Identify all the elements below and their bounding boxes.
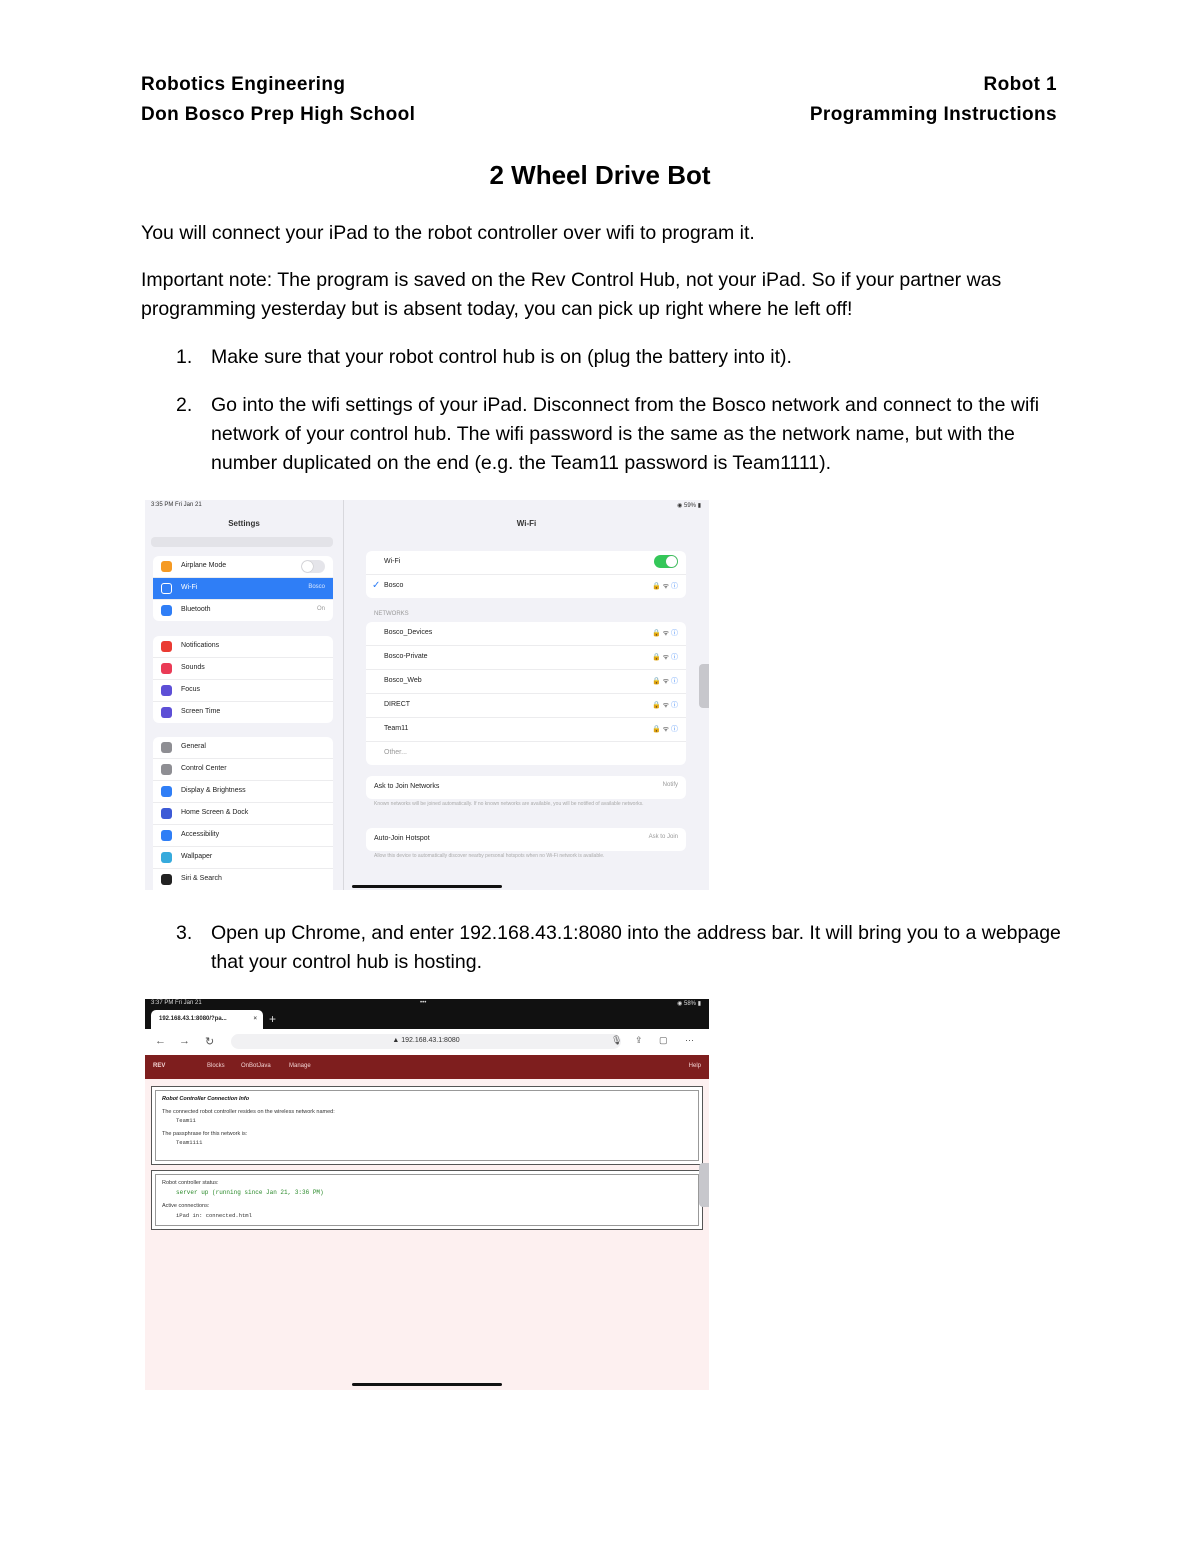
auto-hotspot-footnote: Allow this device to automatically discover nearby personal hotspots when no Wi-Fi network is available. xyxy=(374,853,605,859)
step-number: 1. xyxy=(176,346,193,368)
settings-item-label: Display & Brightness xyxy=(181,787,246,794)
settings-item-label: Control Center xyxy=(181,765,227,772)
wifi-label: Wi-Fi xyxy=(384,558,401,565)
grid-icon xyxy=(161,808,172,819)
networks-header: NETWORKS xyxy=(374,611,409,617)
settings-title: Settings xyxy=(228,519,260,528)
siri-icon xyxy=(161,874,172,885)
connections-value: iPad in: connected.html xyxy=(176,1212,252,1219)
info-icon[interactable]: ⓘ xyxy=(671,702,678,709)
accessibility-icon xyxy=(161,830,172,841)
chrome-toolbar xyxy=(145,1029,709,1056)
network-row[interactable] xyxy=(366,622,686,646)
network-row[interactable] xyxy=(366,694,686,718)
network-name: Team11 xyxy=(384,725,409,732)
settings-item-label: Screen Time xyxy=(181,708,221,715)
status-value: server up (running since Jan 21, 3:36 PM) xyxy=(176,1189,324,1196)
wifi-connection-group xyxy=(366,551,686,598)
settings-item-label: Notifications xyxy=(181,642,220,649)
speaker-icon xyxy=(161,663,172,674)
moon-icon xyxy=(161,685,172,696)
settings-item-label: Bluetooth xyxy=(181,606,211,613)
settings-search-field[interactable] xyxy=(151,537,333,547)
network-row[interactable] xyxy=(366,646,686,670)
settings-group-general xyxy=(153,737,333,890)
connections-label: Active connections: xyxy=(162,1203,210,1209)
info-icon[interactable]: ⓘ xyxy=(671,654,678,661)
intro-paragraph: You will connect your iPad to the robot controller over wifi to program it. xyxy=(141,222,755,244)
network-status-icons: 🔒 ᯤ ⓘ xyxy=(652,583,678,590)
settings-item-label: Airplane Mode xyxy=(181,562,227,569)
settings-item-airplane[interactable] xyxy=(153,556,333,578)
step-number: 3. xyxy=(176,922,193,944)
network-row[interactable] xyxy=(366,670,686,694)
tab-title: 192.168.43.1:8080/?pa... xyxy=(159,1016,227,1022)
sliders-icon xyxy=(161,764,172,775)
header-left xyxy=(141,70,415,130)
status-battery: ◉ 58% ▮ xyxy=(677,1001,701,1007)
settings-item-label: Siri & Search xyxy=(181,875,222,882)
sun-icon xyxy=(161,786,172,797)
settings-item-home-screen[interactable] xyxy=(153,803,333,825)
network-status-icons: 🔒 ᯤ ⓘ xyxy=(652,630,678,637)
tabs-icon[interactable]: ▢ xyxy=(659,1035,668,1045)
browser-tab[interactable] xyxy=(151,1010,263,1029)
controller-status-inner xyxy=(155,1174,699,1226)
slide-over-handle[interactable] xyxy=(699,664,709,708)
menu-blocks[interactable]: Blocks xyxy=(207,1063,225,1069)
info-icon[interactable]: ⓘ xyxy=(671,630,678,637)
settings-item-label: Home Screen & Dock xyxy=(181,809,249,816)
wifi-icon xyxy=(161,583,172,594)
networks-list xyxy=(366,622,686,765)
passphrase-label: The passphrase for this network is: xyxy=(162,1131,248,1137)
settings-item-value: On xyxy=(316,606,325,612)
network-status-icons: 🔒 ᯤ ⓘ xyxy=(652,654,678,661)
status-label: Robot controller status: xyxy=(162,1180,219,1186)
gear-icon xyxy=(161,742,172,753)
bell-icon xyxy=(161,641,172,652)
step-number: 2. xyxy=(176,394,193,416)
settings-item-value: Bosco xyxy=(308,584,325,590)
connection-info-inner xyxy=(155,1090,699,1161)
ipad-wifi-settings-screenshot xyxy=(145,500,709,890)
status-battery: ◉ 59% ▮ xyxy=(677,503,701,509)
ask-join-row[interactable] xyxy=(366,776,686,799)
auto-hotspot-value: Ask to Join xyxy=(648,834,678,840)
connected-network-row[interactable] xyxy=(366,575,686,598)
settings-group-connectivity xyxy=(153,556,333,621)
settings-item-bluetooth[interactable] xyxy=(153,600,333,621)
chrome-tab-strip xyxy=(145,999,709,1029)
ask-join-value: Notify xyxy=(662,782,678,788)
flower-icon xyxy=(161,852,172,863)
auto-hotspot-label: Auto-Join Hotspot xyxy=(374,835,430,842)
ask-join-label: Ask to Join Networks xyxy=(374,783,440,790)
important-note: Important note: The program is saved on the Rev Control Hub, not your iPad. So if your partner was programming yesterday but is absent today, you can pick up right where he left off! xyxy=(141,269,1002,320)
step-text: Go into the wifi settings of your iPad. Disconnect from the Bosco network and connect to the wifi network of your control hub. The wifi password is the same as the network name, but with the number duplicated on the end (e.g. the Team11 password is Team1111). xyxy=(211,394,1040,474)
airplane-toggle[interactable] xyxy=(301,560,325,573)
settings-item-general[interactable] xyxy=(153,737,333,759)
settings-group-notifications xyxy=(153,636,333,723)
more-menu-icon[interactable]: ⋯ xyxy=(685,1035,694,1045)
rev-logo: REV xyxy=(153,1063,166,1069)
network-name: Bosco_Web xyxy=(384,677,422,684)
step-text: Make sure that your robot control hub is on (plug the battery into it). xyxy=(211,346,792,368)
wifi-pane xyxy=(344,500,709,890)
checkmark-icon: ✓ xyxy=(372,580,381,591)
menu-help[interactable]: Help xyxy=(688,1063,701,1069)
connected-network-name: Bosco xyxy=(384,582,404,589)
settings-item-siri[interactable] xyxy=(153,869,333,890)
settings-item-wifi[interactable] xyxy=(153,578,333,600)
close-tab-icon[interactable]: × xyxy=(253,1016,257,1022)
home-indicator[interactable] xyxy=(352,1383,502,1386)
network-name: DIRECT xyxy=(384,701,411,708)
multitask-dots[interactable]: ••• xyxy=(420,1000,427,1006)
network-name: Bosco-Private xyxy=(384,653,428,660)
settings-item-label: Sounds xyxy=(181,664,205,671)
menu-manage[interactable]: Manage xyxy=(289,1063,311,1069)
settings-item-display[interactable] xyxy=(153,781,333,803)
ask-join-group xyxy=(366,776,686,799)
settings-item-label: General xyxy=(181,743,206,750)
settings-item-label: Wallpaper xyxy=(181,853,213,860)
wifi-toggle[interactable] xyxy=(654,555,678,568)
settings-item-label: Focus xyxy=(181,686,201,693)
reload-icon[interactable]: ↻ xyxy=(205,1036,215,1048)
slide-over-handle[interactable] xyxy=(699,1163,709,1207)
settings-item-screen-time[interactable] xyxy=(153,702,333,723)
passphrase-value: Team1111 xyxy=(176,1139,203,1146)
chrome-control-hub-screenshot xyxy=(145,999,709,1390)
menu-onbotjava[interactable]: OnBotJava xyxy=(241,1063,271,1069)
auto-hotspot-group xyxy=(366,828,686,851)
bluetooth-icon xyxy=(161,605,172,616)
network-name-value: Team11 xyxy=(176,1117,196,1124)
settings-item-label: Accessibility xyxy=(181,831,220,838)
settings-item-wallpaper[interactable] xyxy=(153,847,333,869)
settings-item-focus[interactable] xyxy=(153,680,333,702)
settings-item-sounds[interactable] xyxy=(153,658,333,680)
connection-info-title: Robot Controller Connection Info xyxy=(162,1096,250,1102)
settings-item-notifications[interactable] xyxy=(153,636,333,658)
connection-info-panel xyxy=(151,1086,703,1165)
forward-arrow-icon[interactable]: → xyxy=(179,1035,190,1047)
share-icon[interactable]: ⇪ xyxy=(635,1035,643,1045)
header-right xyxy=(810,70,1057,130)
network-status-icons: 🔒 ᯤ ⓘ xyxy=(652,678,678,685)
back-arrow-icon[interactable]: ← xyxy=(155,1035,166,1047)
status-time: 3:37 PM Fri Jan 21 xyxy=(151,1000,202,1006)
settings-item-label: Wi-Fi xyxy=(181,584,198,591)
network-name-label: The connected robot controller resides on the wireless network named: xyxy=(162,1109,335,1115)
home-indicator[interactable] xyxy=(352,885,502,888)
network-status-icons: 🔒 ᯤ ⓘ xyxy=(652,702,678,709)
page-title: 2 Wheel Drive Bot xyxy=(489,160,711,190)
network-row-other[interactable] xyxy=(366,742,686,765)
network-status-icons: 🔒 ᯤ ⓘ xyxy=(652,726,678,733)
auto-hotspot-row[interactable] xyxy=(366,828,686,851)
step-text: Open up Chrome, and enter 192.168.43.1:8080 into the address bar. It will bring you to a webpage that your control hub is hosting. xyxy=(211,922,1061,973)
wifi-title: Wi-Fi xyxy=(516,519,537,528)
ask-join-footnote: Known networks will be joined automatically. If no known networks are available, you will be notified of available networks. xyxy=(374,801,644,807)
network-name: Other... xyxy=(384,749,407,756)
address-text: ▲ 192.168.43.1:8080 xyxy=(392,1037,460,1044)
school-name: Don Bosco Prep High School xyxy=(141,104,416,125)
airplane-icon xyxy=(161,561,172,572)
robot-name: Robot 1 xyxy=(983,74,1057,95)
control-hub-menu-bar xyxy=(145,1055,709,1079)
network-row-team11[interactable] xyxy=(366,718,686,742)
status-time: 3:35 PM Fri Jan 21 xyxy=(151,502,202,508)
settings-item-accessibility[interactable] xyxy=(153,825,333,847)
info-icon[interactable]: ⓘ xyxy=(671,726,678,733)
mic-icon[interactable]: 🎙 xyxy=(611,1035,623,1045)
course-name: Robotics Engineering xyxy=(141,74,346,95)
info-icon[interactable]: ⓘ xyxy=(671,678,678,685)
doc-type: Programming Instructions xyxy=(809,104,1057,125)
wifi-toggle-row xyxy=(366,551,686,575)
address-bar[interactable] xyxy=(231,1034,621,1049)
new-tab-button[interactable]: + xyxy=(269,1012,277,1026)
hourglass-icon xyxy=(161,707,172,718)
settings-sidebar xyxy=(145,500,344,890)
network-name: Bosco_Devices xyxy=(384,629,433,636)
controller-status-panel xyxy=(151,1170,703,1230)
settings-item-control-center[interactable] xyxy=(153,759,333,781)
info-icon[interactable]: ⓘ xyxy=(671,583,678,590)
